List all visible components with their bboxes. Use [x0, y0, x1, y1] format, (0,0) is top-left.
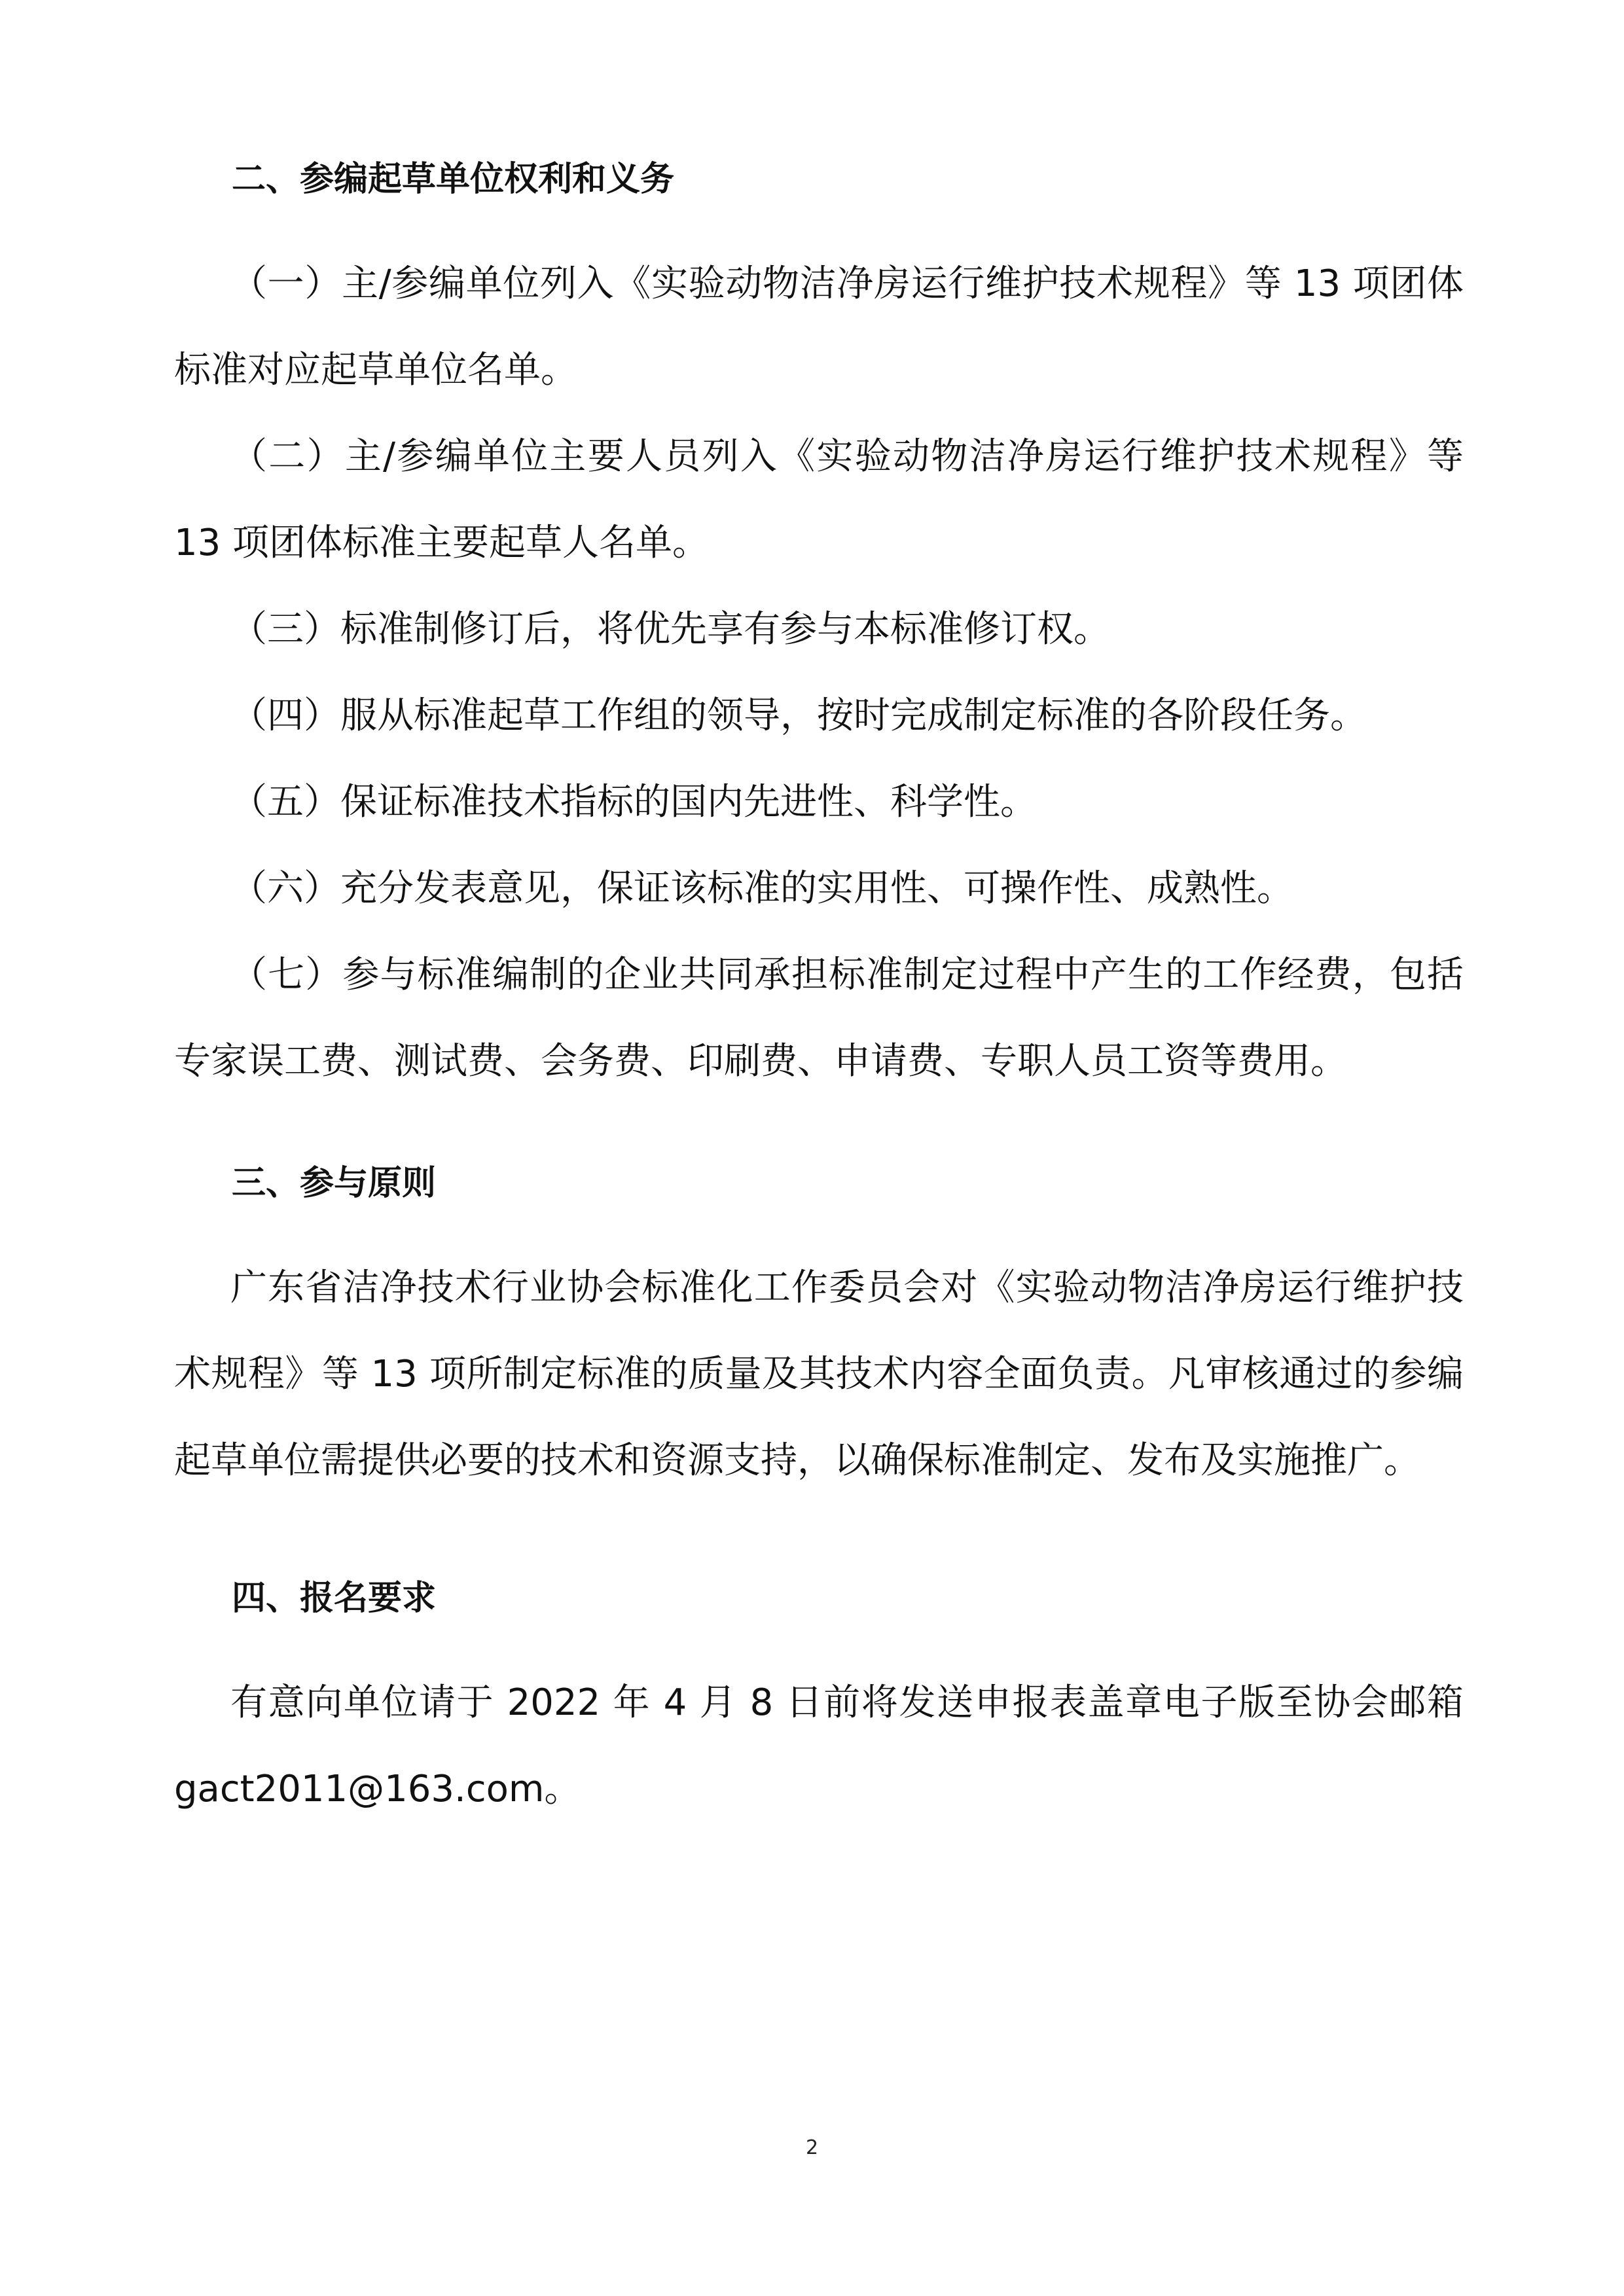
section-4-body: 有意向单位请于 2022 年 4 月 8 日前将发送申报表盖章电子版至协会邮箱 gact2011@163.com。: [174, 1681, 1464, 1810]
section-2-item-4: （四）服从标准起草工作组的领导，按时完成制定标准的各阶段任务。: [230, 694, 1367, 737]
section-2-item-2: （二）主/参编单位主要人员列入《实验动物洁净房运行维护技术规程》等 13 项团体标准主要起草人名单。: [174, 435, 1464, 564]
section-spacer: [174, 1105, 1464, 1160]
section-2-item-3: （三）标准制修订后，将优先享有参与本标准修订权。: [230, 608, 1110, 651]
section-3-heading: 三、参与原则: [232, 1164, 437, 1203]
page-number: 2: [805, 2136, 819, 2159]
document-body: [174, 156, 1464, 1833]
section-2-item-1: （一）主/参编单位列入《实验动物洁净房运行维护技术规程》等 13 项团体标准对应起草单位名单。: [174, 262, 1464, 391]
section-2-item-6: （六）充分发表意见，保证该标准的实用性、可操作性、成熟性。: [230, 867, 1293, 910]
section-spacer: [174, 1504, 1464, 1575]
section-2-heading: 二、参编起草单位权利和义务: [232, 160, 675, 199]
section-3-body: 广东省洁净技术行业协会标准化工作委员会对《实验动物洁净房运行维护技术规程》等 13 项所制定标准的质量及其技术内容全面负责。凡审核通过的参编起草单位需提供必要的技术和资源支持，以确保标准制定、发布及实施推广。: [174, 1266, 1464, 1482]
section-2-item-7: （七）参与标准编制的企业共同承担标准制定过程中产生的工作经费，包括专家误工费、测试费、会务费、印刷费、申请费、专职人员工资等费用。: [174, 954, 1464, 1083]
section-2-item-5: （五）保证标准技术指标的国内先进性、科学性。: [230, 781, 1037, 823]
section-4-heading: 四、报名要求: [232, 1579, 437, 1618]
